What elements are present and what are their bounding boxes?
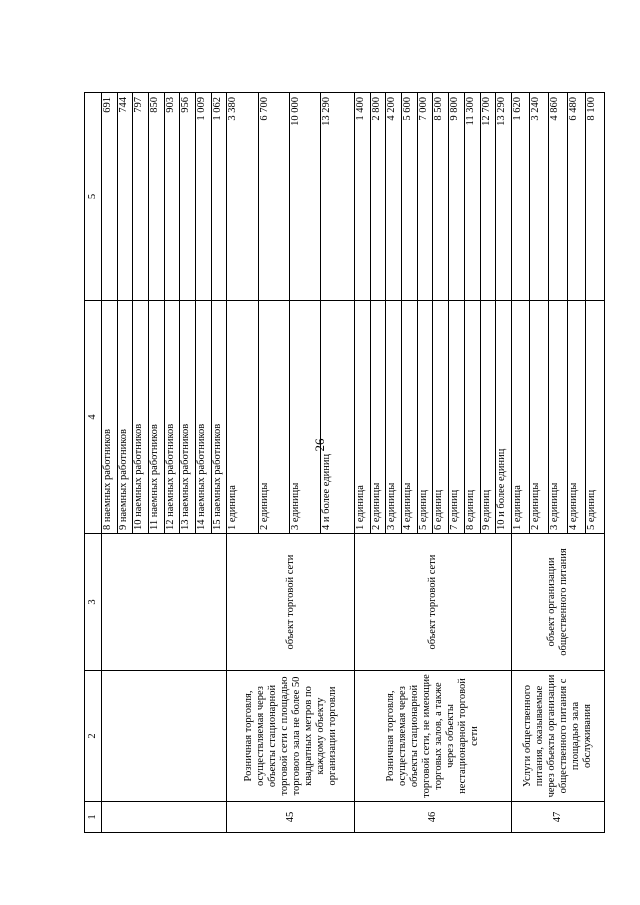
item-value: 850: [148, 93, 164, 301]
item-label: 1 единица: [227, 301, 258, 534]
item-value: 8 100: [586, 93, 605, 301]
item-value: 4 860: [548, 93, 567, 301]
table-row: [101, 93, 117, 833]
item-label: 12 наемных работников: [164, 301, 180, 534]
item-label: 8 единиц: [464, 301, 480, 534]
item-value: 13 290: [496, 93, 512, 301]
item-label: 5 единиц: [417, 301, 433, 534]
item-value: 6 480: [567, 93, 586, 301]
item-label: 2 единицы: [258, 301, 289, 534]
header-cell: 2: [85, 671, 102, 802]
item-label: 13 наемных работников: [180, 301, 196, 534]
table-row: [227, 93, 258, 833]
item-label: 4 и более единиц: [321, 301, 355, 534]
item-label: 15 наемных работников: [211, 301, 227, 534]
item-value: 956: [180, 93, 196, 301]
item-label: 3 единицы: [386, 301, 402, 534]
row-unit: объект торговой сети: [227, 534, 355, 671]
header-cell: 1: [85, 802, 102, 833]
item-label: 11 наемных работников: [148, 301, 164, 534]
item-value: 4 200: [386, 93, 402, 301]
item-value: 797: [133, 93, 149, 301]
item-value: 13 290: [321, 93, 355, 301]
description-cell: [101, 671, 226, 802]
item-value: 903: [164, 93, 180, 301]
item-label: 8 наемных работников: [101, 301, 117, 534]
item-value: 3 240: [530, 93, 549, 301]
item-label: 4 единицы: [402, 301, 418, 534]
item-value: 1 062: [211, 93, 227, 301]
item-value: 691: [101, 93, 117, 301]
item-value: 5 600: [402, 93, 418, 301]
item-value: 3 380: [227, 93, 258, 301]
row-description: Розничная торговля, осуществляемая через объекты стационарной торговой сети с площадью торгового зала не более 50 квадратных метров по каждому объекту организации торговли: [227, 671, 355, 802]
item-label: 10 и более единиц: [496, 301, 512, 534]
item-label: 2 единицы: [370, 301, 386, 534]
item-value: 1 400: [355, 93, 371, 301]
item-label: 5 единиц: [586, 301, 605, 534]
item-value: 9 800: [449, 93, 465, 301]
item-value: 11 300: [464, 93, 480, 301]
item-label: 1 единица: [511, 301, 530, 534]
item-value: 6 700: [258, 93, 289, 301]
row-number: 46: [355, 802, 512, 833]
item-label: 3 единицы: [289, 301, 320, 534]
item-value: 744: [117, 93, 133, 301]
header-cell: 5: [85, 93, 102, 301]
table-row: [355, 93, 371, 833]
header-cell: 3: [85, 534, 102, 671]
row-unit: объект торговой сети: [355, 534, 512, 671]
item-label: 10 наемных работников: [133, 301, 149, 534]
item-value: 8 500: [433, 93, 449, 301]
row-unit: объект организации общественного питания: [511, 534, 604, 671]
header-cell: 4: [85, 301, 102, 534]
header-row: [85, 93, 102, 833]
item-value: 10 000: [289, 93, 320, 301]
row-description: Розничная торговля, осуществляемая через объекты стационарной торговой сети, не имеющие торговых залов, а также через объекты нестационарной торговой сети: [355, 671, 512, 802]
number-cell: [101, 802, 226, 833]
row-number: 47: [511, 802, 604, 833]
unit-cell: [101, 534, 226, 671]
item-label: 1 единица: [355, 301, 371, 534]
page-number: 26: [312, 438, 327, 452]
item-label: 2 единицы: [530, 301, 549, 534]
row-number: 45: [227, 802, 355, 833]
item-value: 7 000: [417, 93, 433, 301]
item-value: 1 620: [511, 93, 530, 301]
item-label: 4 единицы: [567, 301, 586, 534]
tariff-table: [84, 92, 605, 833]
rotated-table-container: [84, 93, 605, 833]
item-label: 14 наемных работников: [195, 301, 211, 534]
item-value: 12 700: [480, 93, 496, 301]
item-label: 6 единиц: [433, 301, 449, 534]
table-row: [511, 93, 530, 833]
item-label: 7 единиц: [449, 301, 465, 534]
row-description: Услуги общественного питания, оказываемые через объекты организации общественного питания с площадью зала обслуживания: [511, 671, 604, 802]
item-value: 1 009: [195, 93, 211, 301]
item-label: 9 единиц: [480, 301, 496, 534]
item-label: 9 наемных работников: [117, 301, 133, 534]
item-value: 2 800: [370, 93, 386, 301]
item-label: 3 единицы: [548, 301, 567, 534]
